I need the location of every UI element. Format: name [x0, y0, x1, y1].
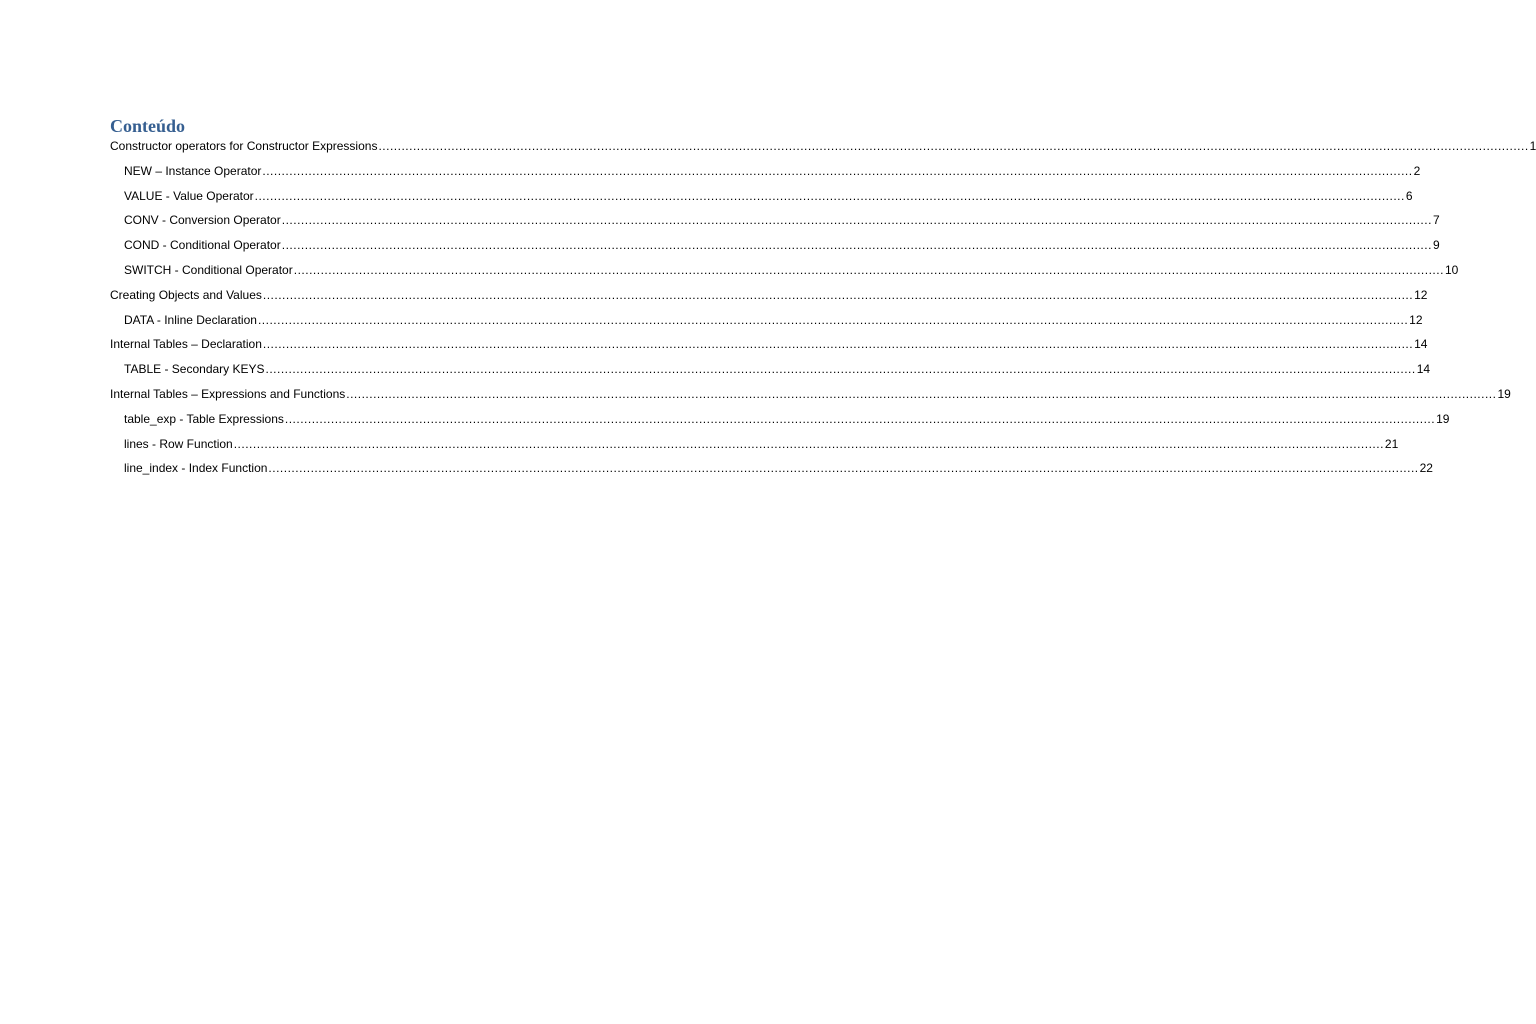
- toc-entry-title: Creating Objects and Values: [110, 287, 262, 302]
- toc-entry[interactable]: [110, 161, 1421, 186]
- toc-entry-page-number: 22: [1419, 461, 1433, 476]
- toc-entry[interactable]: [110, 235, 1440, 260]
- toc-entry[interactable]: [110, 136, 1536, 161]
- toc-entry-page-number: 6: [1405, 188, 1413, 203]
- toc-entry-page-number: 7: [1432, 213, 1440, 228]
- toc-entry[interactable]: [110, 285, 1428, 310]
- table-of-contents: [110, 136, 1536, 483]
- toc-entry[interactable]: [110, 210, 1440, 235]
- toc-dot-leader: ............................................................................................................................................................................................................................................................................................................: [284, 411, 1436, 426]
- toc-dot-leader: ............................................................................................................................................................................................................................................................................................................: [262, 337, 1414, 352]
- toc-dot-leader: ............................................................................................................................................................................................................................................................................................................: [265, 362, 1416, 377]
- toc-entry-page-number: 12: [1414, 287, 1428, 302]
- toc-dot-leader: ............................................................................................................................................................................................................................................................................................................: [346, 386, 1497, 401]
- toc-dot-leader: ............................................................................................................................................................................................................................................................................................................: [293, 262, 1444, 277]
- toc-entry[interactable]: [110, 434, 1399, 459]
- toc-entry-title: TABLE - Secondary KEYS: [124, 362, 265, 377]
- toc-entry-title: COND - Conditional Operator: [124, 238, 281, 253]
- toc-entry-page-number: 14: [1414, 337, 1428, 352]
- toc-entry-title: Internal Tables – Expressions and Functions: [110, 386, 346, 401]
- toc-entry-page-number: 19: [1497, 386, 1511, 401]
- toc-entry-page-number: 1: [1529, 139, 1536, 153]
- toc-dot-leader: ............................................................................................................................................................................................................................................................................................................: [378, 139, 1529, 153]
- toc-entry[interactable]: [110, 186, 1413, 211]
- toc-entry-title: table_exp - Table Expressions: [124, 411, 284, 426]
- toc-entry[interactable]: [110, 384, 1511, 409]
- toc-dot-leader: ............................................................................................................................................................................................................................................................................................................: [233, 436, 1384, 451]
- toc-dot-leader: ............................................................................................................................................................................................................................................................................................................: [262, 163, 1413, 178]
- toc-entry[interactable]: [110, 260, 1459, 285]
- toc-entry-page-number: 2: [1413, 163, 1421, 178]
- toc-entry[interactable]: [110, 310, 1423, 335]
- toc-entry-page-number: 21: [1384, 436, 1399, 451]
- toc-dot-leader: ............................................................................................................................................................................................................................................................................................................: [262, 287, 1414, 302]
- toc-entry-page-number: 9: [1432, 238, 1440, 253]
- toc-dot-leader: ............................................................................................................................................................................................................................................................................................................: [254, 188, 1405, 203]
- toc-entry[interactable]: [110, 334, 1428, 359]
- toc-entry-title: CONV - Conversion Operator: [124, 213, 281, 228]
- toc-entry-title: SWITCH - Conditional Operator: [124, 262, 293, 277]
- toc-entry-title: DATA - Inline Declaration: [124, 312, 257, 327]
- toc-entry-title: Internal Tables – Declaration: [110, 337, 262, 352]
- toc-dot-leader: ............................................................................................................................................................................................................................................................................................................: [257, 312, 1409, 327]
- toc-entry[interactable]: [110, 359, 1431, 384]
- toc-dot-leader: ............................................................................................................................................................................................................................................................................................................: [281, 213, 1432, 228]
- toc-entry-page-number: 10: [1444, 262, 1459, 277]
- toc-entry-title: Constructor operators for Constructor Expressions: [110, 139, 378, 153]
- toc-entry[interactable]: [110, 409, 1450, 434]
- toc-entry-title: lines - Row Function: [124, 436, 233, 451]
- toc-dot-leader: ............................................................................................................................................................................................................................................................................................................: [281, 238, 1432, 253]
- toc-entry-page-number: 19: [1436, 411, 1450, 426]
- toc-entry-page-number: 14: [1416, 362, 1431, 377]
- toc-entry[interactable]: [110, 458, 1433, 483]
- toc-entry-title: NEW – Instance Operator: [124, 163, 262, 178]
- toc-heading: Conteúdo: [110, 116, 186, 136]
- toc-entry-title: VALUE - Value Operator: [124, 188, 254, 203]
- toc-dot-leader: ............................................................................................................................................................................................................................................................................................................: [268, 461, 1419, 476]
- toc-entry-page-number: 12: [1409, 312, 1423, 327]
- toc-entry-title: line_index - Index Function: [124, 461, 268, 476]
